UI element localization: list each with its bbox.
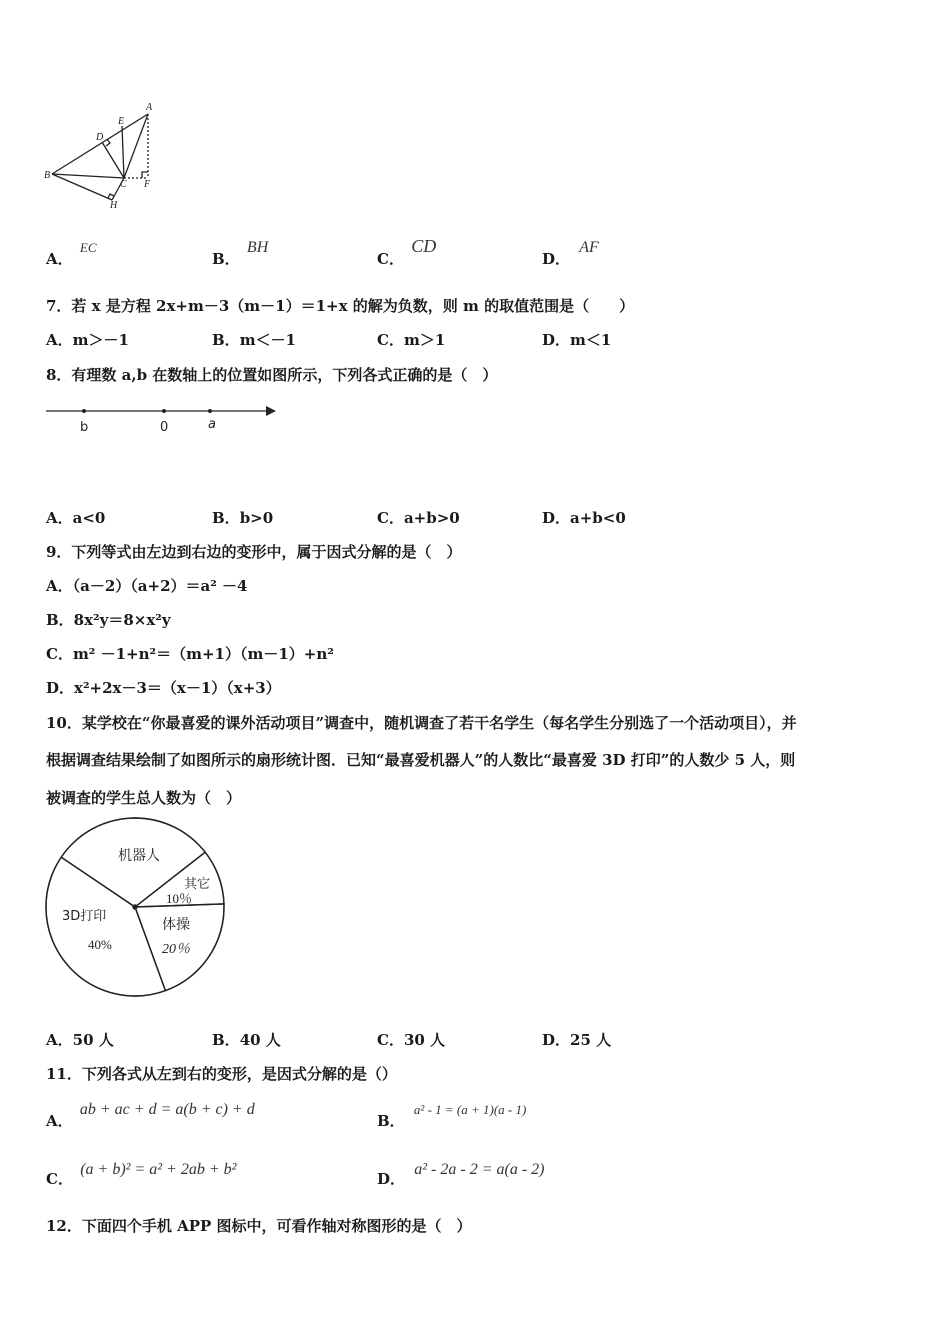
q11-option-d[interactable]: D． a² - 2a - 2 = a(a - 2)	[377, 1161, 545, 1188]
q7-option-d[interactable]: D．m＜1	[542, 331, 612, 349]
label-C: C	[120, 179, 127, 190]
q11-option-a[interactable]: A． ab + ac + d = a(b + c) + d	[46, 1101, 255, 1130]
q10-stem-line1: 10．某学校在“你最喜爱的课外活动项目”调查中，随机调查了若干名学生（每名学生分别选了一个活动项目），并	[46, 714, 797, 732]
pie-slice-3	[46, 857, 165, 996]
q9-option-d[interactable]: D．x²+2x－3＝（x－1）（x+3）	[46, 679, 281, 697]
point-a	[208, 409, 212, 413]
q6-option-a[interactable]: A． EC	[46, 240, 97, 268]
pie-pct-3d: 40%	[88, 937, 112, 952]
q8-option-a[interactable]: A．a<0	[46, 509, 106, 527]
pie-label-gym: 体操	[162, 917, 190, 933]
label-b: b	[80, 420, 89, 435]
point-zero	[162, 409, 166, 413]
triangle-figure	[40, 100, 170, 215]
q6-option-c[interactable]: C． CD	[377, 236, 437, 268]
q6-option-c-value: CD	[411, 236, 437, 256]
q10-stem-line2: 根据调查结果绘制了如图所示的扇形统计图．已知“最喜爱机器人”的人数比“最喜爱 3D 打印”的人数少 5 人，则	[46, 751, 796, 769]
q12-stem: 12．下面四个手机 APP 图标中，可看作轴对称图形的是（ ）	[46, 1217, 472, 1235]
segment-BC	[52, 174, 124, 178]
q6-option-a-value: EC	[79, 240, 97, 255]
pie-center	[133, 905, 137, 909]
pie-label-3d: 3D打印	[62, 909, 107, 924]
q10-option-d[interactable]: D．25 人	[542, 1031, 612, 1049]
q8-stem: 8．有理数 a,b 在数轴上的位置如图所示，下列各式正确的是（ ）	[46, 366, 498, 384]
q7-option-c[interactable]: C．m＞1	[377, 331, 446, 349]
q7-stem: 7．若 x 是方程 2x+m－3（m－1）＝1+x 的解为负数，则 m 的取值范围是（ ）	[46, 297, 635, 315]
q11-option-a-value: ab + ac + d = a(b + c) + d	[79, 1101, 255, 1118]
q10-option-b[interactable]: B．40 人	[212, 1031, 281, 1049]
q11-stem: 11．下列各式从左到右的变形，是因式分解的是（）	[46, 1065, 397, 1083]
label-zero: 0	[160, 420, 169, 435]
pie-label-other: 其它	[184, 877, 211, 892]
q10-stem-line3: 被调查的学生总人数为（ ）	[46, 789, 242, 807]
q8-option-c[interactable]: C．a+b>0	[377, 509, 460, 527]
pie-chart	[40, 812, 240, 1007]
q9-option-a[interactable]: A．（a－2）（a+2）＝a² －4	[46, 577, 248, 595]
q9-option-b[interactable]: B．8x²y＝8×x²y	[46, 611, 171, 629]
pie-pct-other: 10％	[166, 891, 193, 906]
q11-option-b[interactable]: B． a² - 1 = (a + 1)(a - 1)	[377, 1102, 527, 1130]
segment-DC	[102, 142, 124, 178]
q11-option-d-value: a² - 2a - 2 = a(a - 2)	[414, 1161, 545, 1178]
q8-option-b[interactable]: B．b>0	[212, 509, 274, 527]
label-H: H	[110, 200, 118, 211]
number-line	[44, 400, 284, 440]
q7-option-b[interactable]: B．m＜－1	[212, 331, 296, 349]
q9-stem: 9．下列等式由左边到右边的变形中，属于因式分解的是（ ）	[46, 543, 462, 561]
label-A: A	[146, 102, 153, 113]
q6-option-b[interactable]: B． BH	[212, 239, 269, 268]
q6-option-d-value: AF	[579, 239, 599, 256]
label-F: F	[144, 179, 151, 190]
pie-pct-gym: 20％	[162, 942, 190, 957]
q10-option-c[interactable]: C．30 人	[377, 1031, 446, 1049]
segment-BH	[52, 174, 112, 200]
q9-option-c[interactable]: C．m² －1+n²＝（m+1）（m－1）+n²	[46, 645, 334, 663]
segment-EC	[122, 126, 124, 178]
pie-label-robot: 机器人	[118, 848, 160, 864]
q11-option-c[interactable]: C． (a + b)² = a² + 2ab + b²	[46, 1161, 237, 1188]
q6-option-d[interactable]: D． AF	[542, 239, 599, 268]
segment-BA	[52, 114, 148, 174]
q6-option-b-value: BH	[246, 239, 269, 256]
q7-option-a[interactable]: A．m＞－1	[46, 331, 129, 349]
number-line-arrow	[266, 406, 276, 416]
label-a: a	[208, 417, 216, 432]
point-b	[82, 409, 86, 413]
q11-option-c-value: (a + b)² = a² + 2ab + b²	[80, 1161, 237, 1178]
label-B: B	[44, 170, 51, 181]
label-E: E	[118, 116, 125, 127]
q8-option-d[interactable]: D．a+b<0	[542, 509, 626, 527]
q10-option-a[interactable]: A．50 人	[46, 1031, 114, 1049]
label-D: D	[96, 132, 104, 143]
q11-option-b-value: a² - 1 = (a + 1)(a - 1)	[413, 1102, 527, 1117]
segment-AC	[124, 114, 148, 178]
right-angle-F	[142, 172, 148, 178]
